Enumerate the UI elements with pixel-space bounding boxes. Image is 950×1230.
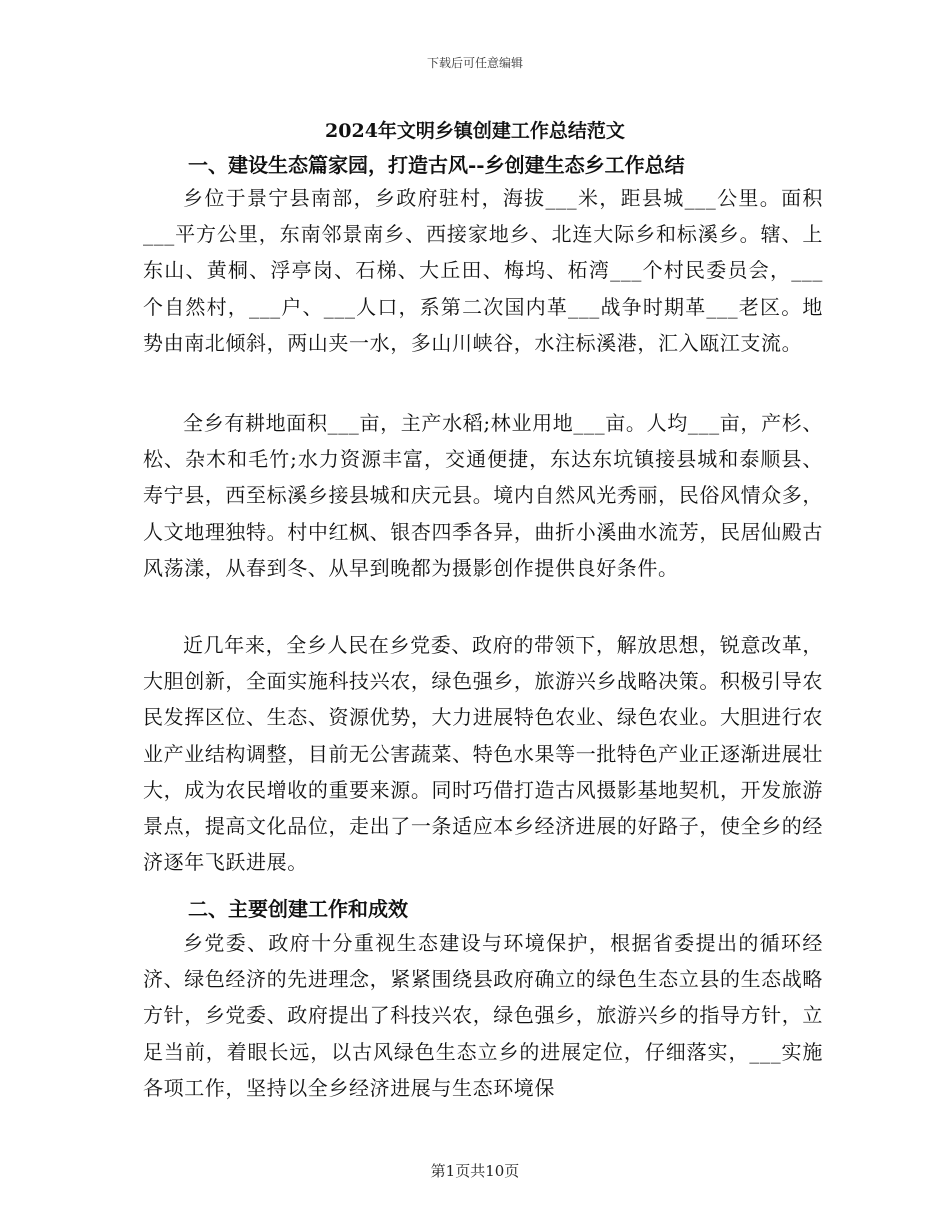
header-note: 下载后可任意编辑: [426, 56, 523, 70]
paragraph-2: 全乡有耕地面积___亩，主产水稻;林业用地___亩。人均___亩，产杉、松、杂木和毛竹;水力资源丰富，交通便捷，东达东坑镇接县城和泰顺县、寿宁县，西至标溪乡接县城和庆元县。境内自然风光秀丽，民俗风情众多，人文地理独特。村中红枫、银杏四季各异，曲折小溪曲水流芳，民居仙殿古风荡漾，从春到冬、从早到晚都为摄影创作提供良好条件。: [143, 411, 823, 580]
paragraph-4: 乡党委、政府十分重视生态建设与环境保护，根据省委提出的循环经济、绿色经济的先进理念，紧紧围绕县政府确立的绿色生态立县的生态战略方针，乡党委、政府提出了科技兴农，绿色强乡，旅游兴乡的指导方针，立足当前，着眼长远，以古风绿色生态立乡的进展定位，仔细落实，___实施各项工作，坚持以全乡经济进展与生态环境保: [143, 931, 823, 1100]
paragraph-3: 近几年来，全乡人民在乡党委、政府的带领下，解放思想，锐意改革，大胆创新，全面实施科技兴农，绿色强乡，旅游兴乡战略决策。积极引导农民发挥区位、生态、资源优势，大力进展特色农业、绿色农业。大胆进行农业产业结构调整，目前无公害蔬菜、特色水果等一批特色产业正逐渐进展壮大，成为农民增收的重要来源。同时巧借打造古风摄影基地契机，开发旅游景点，提高文化品位，走出了一条适应本乡经济进展的好路子，使全乡的经济逐年飞跃进展。: [143, 633, 823, 875]
section-heading-1: 一、建设生态篇家园，打造古风--乡创建生态乡工作总结: [188, 153, 685, 177]
paragraph-1: 乡位于景宁县南部，乡政府驻村，海拔___米，距县城___公里。面积___平方公里，东南邻景南乡、西接家地乡、北连大际乡和标溪乡。辖、上东山、黄桐、浮亭岗、石梯、大丘田、梅坞、柘湾___个村民委员会，___个自然村，___户、___人口，系第二次国内革___战争时期革___老区。地势由南北倾斜，两山夹一水，多山川峡谷，水注标溪港，汇入瓯江支流。: [143, 186, 823, 355]
page-number: 第1页共10页: [430, 1162, 520, 1180]
document-title: 2024年文明乡镇创建工作总结范文: [325, 120, 625, 142]
section-heading-2: 二、主要创建工作和成效: [188, 897, 408, 921]
